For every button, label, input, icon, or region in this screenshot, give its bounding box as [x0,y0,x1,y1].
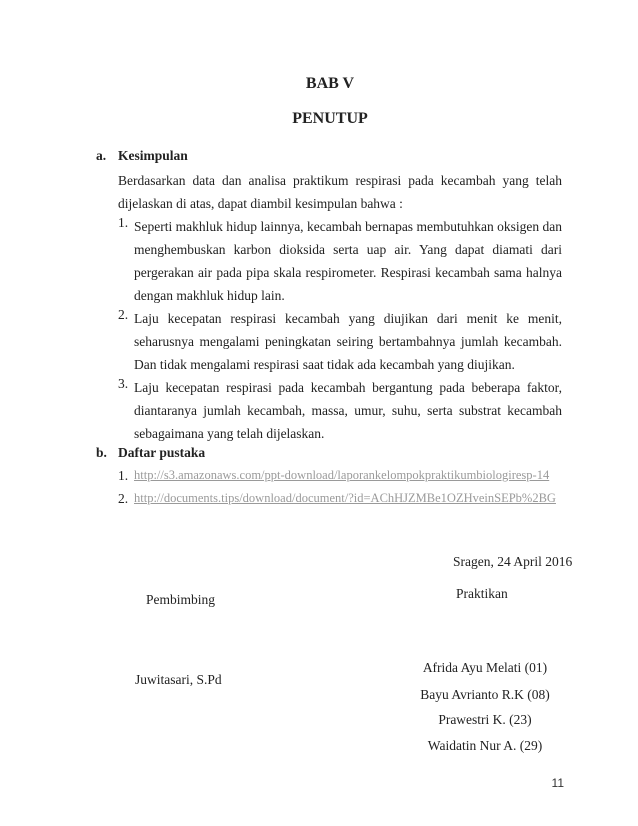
conclusion-item-1-number: 1. [118,215,129,230]
reference-link-1[interactable]: http://s3.amazonaws.com/ppt-download/laporankelompokpraktikumbiologiresp-14 [134,468,550,482]
practitioner-name-2: Bayu Avrianto R.K (08) [420,687,550,702]
supervisor-name: Juwitasari, S.Pd [135,672,222,687]
supervisor-role: Pembimbing [146,592,216,607]
reference-2-number: 2. [118,491,129,506]
reference-1-number: 1. [118,468,129,483]
conclusion-item-3-number: 3. [118,376,129,391]
section-b-title: Daftar pustaka [118,445,206,460]
place-date: Sragen, 24 April 2016 [453,554,573,569]
chapter-title: PENUTUP [292,110,368,127]
section-a-letter: a. [96,148,107,163]
conclusion-item-2-text: Laju kecepatan respirasi kecambah yang diujikan dari menit ke menit, seharusnya mengalami peningkatan seiring bertambahnya jumlah kecambah. Dan tidak mengalami respirasi saat tidak ada kecambah yang diujikan. [134,311,562,372]
conclusion-item-1-text: Seperti makhluk hidup lainnya, kecambah bernapas membutuhkan oksigen dan menghembuskan karbon dioksida serta uap air. Yang dapat diamati dari pergerakan air pada pipa skala respirometer. Respirasi kecambah sama halnya dengan makhluk hidup lain. [134,219,562,303]
chapter-heading: BAB V [305,75,355,92]
section-b-letter: b. [96,445,107,460]
conclusion-item-3-text: Laju kecepatan respirasi pada kecambah bergantung pada beberapa faktor, diantaranya jumlah kecambah, massa, umur, suhu, serta substrat kecambah sebagaimana yang telah dijelaskan. [134,380,562,441]
practitioner-name-1: Afrida Ayu Melati (01) [422,660,548,675]
section-a-title: Kesimpulan [118,148,188,163]
conclusion-item-2-number: 2. [118,307,129,322]
reference-link-2[interactable]: http://documents.tips/download/document/?id=AChHJZMBe1OZHveinSEPb%2BG [134,491,556,505]
page-number: 11 [551,776,564,790]
practitioner-role: Praktikan [456,586,508,601]
practitioner-name-4: Waidatin Nur A. (29) [427,738,543,753]
practitioner-name-3: Prawestri K. (23) [438,712,532,727]
conclusion-intro: Berdasarkan data dan analisa praktikum respirasi pada kecambah yang telah dijelaskan di atas, dapat diambil kesimpulan bahwa : [118,173,562,211]
